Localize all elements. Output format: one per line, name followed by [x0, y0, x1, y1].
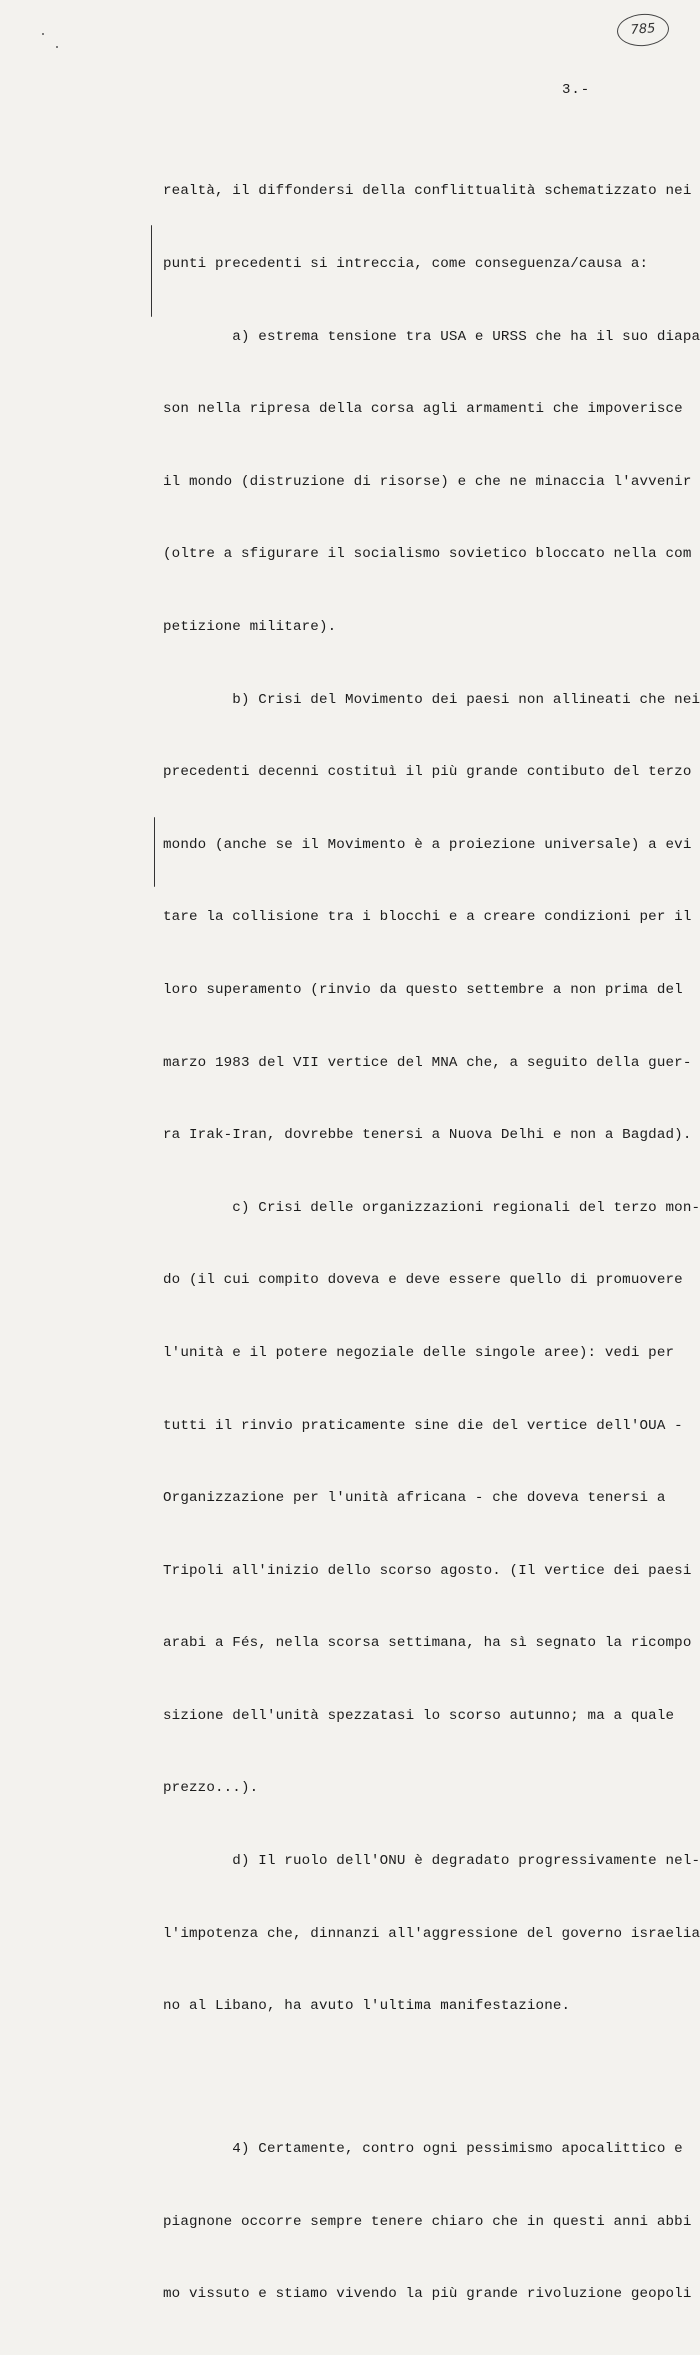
text-line: realtà, il diffondersi della conflittualità schematizzato nei [163, 183, 692, 200]
text-line: no al Libano, ha avuto l'ultima manifestazione. [163, 1998, 571, 2015]
text-line: mondo (anche se il Movimento è a proiezione universale) a evi [163, 836, 692, 853]
paper-speck [56, 46, 58, 48]
text-line: d) Il ruolo dell'ONU è degradato progressivamente nel- [163, 1853, 700, 1870]
text-line: arabi a Fés, nella scorsa settimana, ha sì segnato la ricompo [163, 1635, 692, 1652]
text-line: il mondo (distruzione di risorse) e che ne minaccia l'avvenir [163, 473, 692, 490]
text-line: Organizzazione per l'unità africana - che doveva tenersi a [163, 1490, 666, 1507]
text-line: tutti il rinvio praticamente sine die del vertice dell'OUA - [163, 1417, 683, 1434]
text-line: (oltre a sfigurare il socialismo sovietico bloccato nella com [163, 546, 692, 563]
text-line: b) Crisi del Movimento dei paesi non allineati che nei [163, 691, 700, 708]
text-line: mo vissuto e stiamo vivendo la più grande rivoluzione geopoli [163, 2286, 692, 2303]
archive-stamp: 785 [616, 12, 670, 48]
paragraph-gap [163, 2067, 683, 2089]
page-number: 3.- [562, 82, 591, 98]
margin-bracket-mark [151, 225, 152, 317]
text-line: a) estrema tensione tra USA e URSS che ha il suo diapa [163, 328, 700, 345]
text-line: sizione dell'unità spezzatasi lo scorso autunno; ma a quale [163, 1707, 675, 1724]
paper-speck [42, 33, 44, 35]
text-line: piagnone occorre sempre tenere chiaro che in questi anni abbi [163, 2213, 692, 2230]
text-line: loro superamento (rinvio da questo settembre a non prima del [163, 981, 683, 998]
text-line: marzo 1983 del VII vertice del MNA che, a seguito della guer- [163, 1054, 692, 1071]
margin-bracket-mark [154, 817, 155, 887]
text-line: tare la collisione tra i blocchi e a creare condizioni per il [163, 909, 692, 926]
text-line: punti precedenti si intreccia, come conseguenza/causa a: [163, 256, 649, 272]
text-line: Tripoli all'inizio dello scorso agosto. (Il vertice dei paesi [163, 1562, 692, 1579]
text-line: c) Crisi delle organizzazioni regionali del terzo mon- [163, 1199, 700, 1216]
text-line: precedenti decenni costituì il più grande contibuto del terzo [163, 764, 692, 781]
text-line: petizione militare). [163, 618, 337, 635]
text-line: l'impotenza che, dinnanzi all'aggressione del governo israelia [163, 1925, 700, 1942]
text-line: l'unità e il potere negoziale delle singole aree): vedi per [163, 1344, 675, 1361]
text-line: son nella ripresa della corsa agli armamenti che impoverisce [163, 401, 683, 418]
text-line: 4) Certamente, contro ogni pessimismo apocalittico e [163, 2141, 683, 2158]
typed-body-text [163, 131, 700, 2355]
text-line: ra Irak-Iran, dovrebbe tenersi a Nuova Delhi e non a Bagdad). [163, 1127, 692, 1144]
text-line: do (il cui compito doveva e deve essere quello di promuovere [163, 1272, 683, 1289]
text-line: prezzo...). [163, 1780, 259, 1797]
